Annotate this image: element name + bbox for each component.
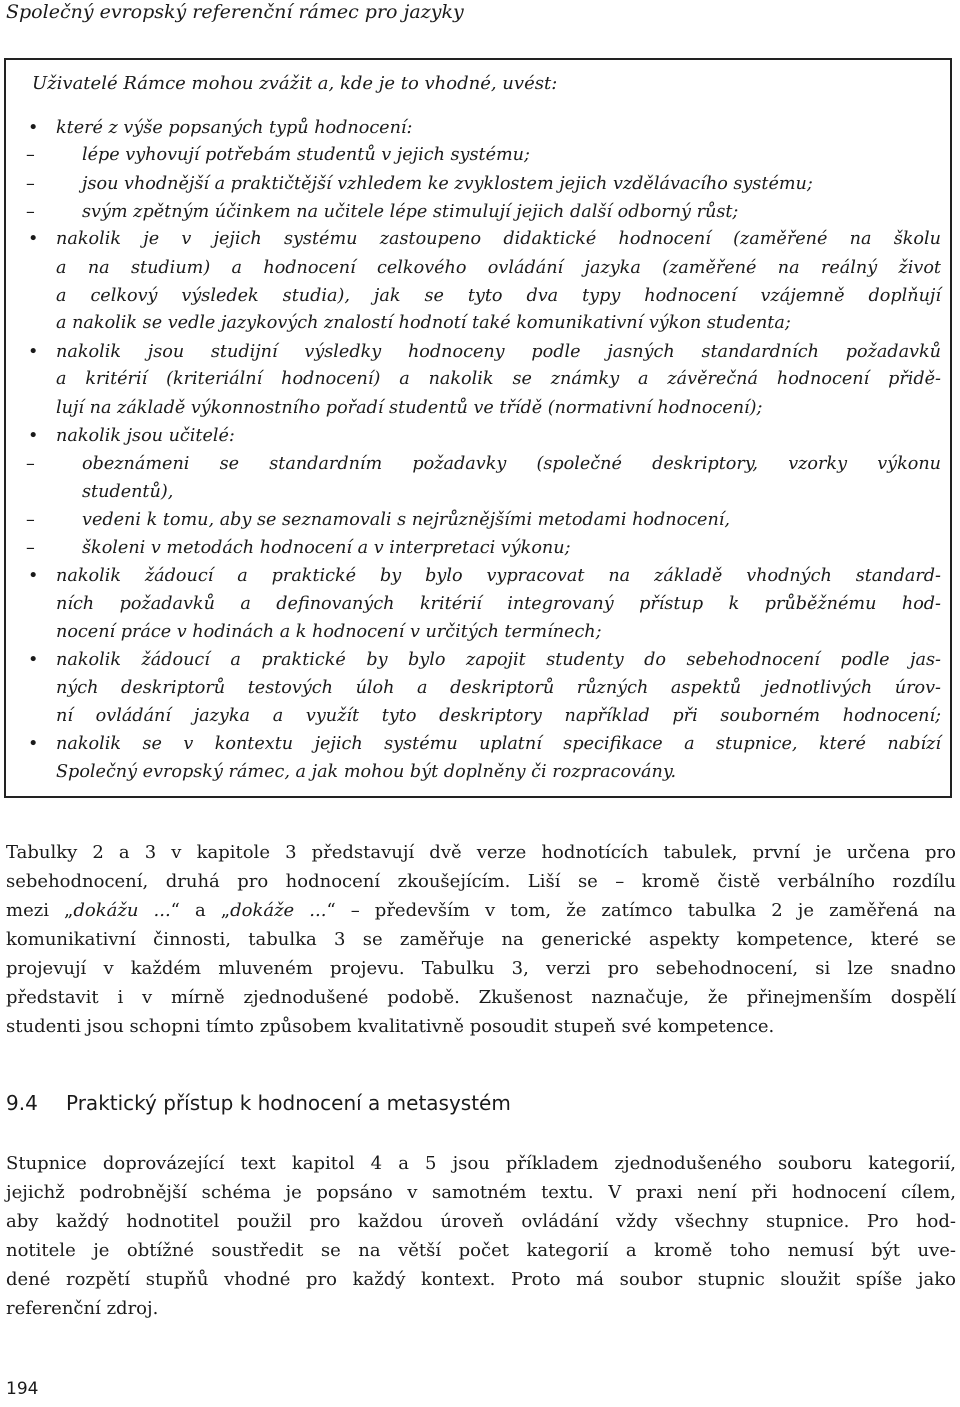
bullet-marker: •	[28, 426, 39, 446]
dash-marker: –	[26, 145, 35, 165]
box-list-text: nakolik se v kontextu jejich systému uplatní specifikace a stupnice, které nabízí	[56, 734, 941, 754]
box-list-text: obeznámeni se standardním požadavky (společné deskriptory, vzorky výkonu	[82, 454, 941, 474]
bullet-marker: •	[28, 229, 39, 249]
box-list-text: a nakolik se vedle jazykových znalostí hodnotí také komunikativní výkon studenta;	[56, 313, 791, 333]
paragraph-line: Tabulky 2 a 3 v kapitole 3 představují dvě verze hodnotících tabulek, první je určena pro	[6, 842, 956, 863]
paragraph-line: sebehodnocení, druhá pro hodnocení zkoušejícím. Liší se – kromě čistě verbálního rozdílu	[6, 871, 956, 892]
dash-marker: –	[26, 538, 35, 558]
box-list-text: ní ovládání jazyka a využít tyto deskriptory například při souborném hodnocení;	[56, 706, 941, 726]
box-list-text: nakolik jsou učitelé:	[56, 426, 235, 446]
section-title: Praktický přístup k hodnocení a metasystém	[66, 1091, 511, 1115]
paragraph-line: notitele je obtížné soustředit se na větší počet kategorií a kromě toho nemusí být uve-	[6, 1240, 956, 1261]
paragraph-line: dené rozpětí stupňů vhodné pro každý kontext. Proto má soubor stupnic sloužit spíše jako	[6, 1269, 956, 1290]
paragraph-practical-approach	[6, 1149, 956, 1323]
running-header: Společný evropský referenční rámec pro jazyky	[6, 1, 464, 23]
section-number: 9.4	[6, 1091, 38, 1115]
dash-marker: –	[26, 174, 35, 194]
section-heading	[6, 1088, 511, 1118]
box-list-text: školeni v metodách hodnocení a v interpretaci výkonu;	[82, 538, 571, 558]
paragraph-line: projevují v každém mluveném projevu. Tabulku 3, verzi pro sebehodnocení, si lze snadno	[6, 958, 956, 979]
box-list-text: a celkový výsledek studia), jak se tyto dva typy hodnocení vzájemně doplňují	[56, 286, 941, 306]
box-list-text: lují na základě výkonnostního pořadí studentů ve třídě (normativní hodnocení);	[56, 398, 763, 418]
paragraph-line: představit i v mírně zjednodušené podobě. Zkušenost naznačuje, že přinejmenším dospělí	[6, 987, 956, 1008]
paragraph-line: Stupnice doprovázející text kapitol 4 a 5 jsou příkladem zjednodušeného souboru kategorií,	[6, 1153, 956, 1174]
page-number: 194	[6, 1379, 39, 1399]
bullet-marker: •	[28, 650, 39, 670]
paragraph-line: referenční zdroj.	[6, 1298, 159, 1319]
box-list-text: ných deskriptorů testových úloh a deskriptorů různých aspektů jednotlivých úrov-	[56, 678, 941, 698]
box-list-text: jsou vhodnější a praktičtější vzhledem ke zvyklostem jejich vzdělávacího systému;	[82, 174, 813, 194]
bullet-marker: •	[28, 342, 39, 362]
box-list-text: nocení práce v hodinách a k hodnocení v určitých termínech;	[56, 622, 602, 642]
box-list-text: Společný evropský rámec, a jak mohou být doplněny či rozpracovány.	[56, 762, 677, 782]
paragraph-line: jejichž podrobnější schéma je popsáno v samotném textu. V praxi není při hodnocení cílem,	[6, 1182, 956, 1203]
box-list-text: nakolik jsou studijní výsledky hodnoceny podle jasných standardních požadavků	[56, 342, 941, 362]
box-list-text: svým zpětným účinkem na učitele lépe stimulují jejich další odborný růst;	[82, 202, 739, 222]
bullet-marker: •	[28, 734, 39, 754]
box-list-text: vedeni k tomu, aby se seznamovali s nejrůznějšími metodami hodnocení,	[82, 510, 731, 530]
paragraph-assessment-tables	[6, 838, 956, 1041]
box-list-text: lépe vyhovují potřebám studentů v jejich systému;	[82, 145, 530, 165]
bullet-marker: •	[28, 566, 39, 586]
paragraph-line: aby každý hodnotitel použil pro každou úroveň ovládání vždy všechny stupnice. Pro hod-	[6, 1211, 956, 1232]
paragraph-line: mezi „dokážu ...“ a „dokáže ...“ – především v tom, že zatímco tabulka 2 je zaměřená na	[6, 900, 956, 921]
paragraph-line: komunikativní činnosti, tabulka 3 se zaměřuje na generické aspekty kompetence, které se	[6, 929, 956, 950]
dash-marker: –	[26, 454, 35, 474]
paragraph-line: studenti jsou schopni tímto způsobem kvalitativně posoudit stupeň své kompetence.	[6, 1016, 775, 1037]
considerations-box	[4, 58, 952, 798]
dash-marker: –	[26, 202, 35, 222]
bullet-marker: •	[28, 118, 39, 138]
box-list-text: nakolik žádoucí a praktické by bylo zapojit studenty do sebehodnocení podle jas-	[56, 650, 941, 670]
box-list-text: a na studium) a hodnocení celkového ovládání jazyka (zaměřené na reálný život	[56, 258, 941, 278]
dash-marker: –	[26, 510, 35, 530]
box-list-text: ních požadavků a definovaných kritérií integrovaný přístup k průběžnému hod-	[56, 594, 941, 614]
box-list-text: nakolik žádoucí a praktické by bylo vypracovat na základě vhodných standard-	[56, 566, 941, 586]
box-intro: Uživatelé Rámce mohou zvážit a, kde je to vhodné, uvést:	[32, 73, 558, 94]
box-list-text: studentů),	[82, 482, 174, 502]
box-list-text: které z výše popsaných typů hodnocení:	[56, 118, 413, 138]
box-list-text: a kritérií (kriteriální hodnocení) a nakolik se známky a závěrečná hodnocení přidě-	[56, 369, 941, 389]
box-list-text: nakolik je v jejich systému zastoupeno didaktické hodnocení (zaměřené na školu	[56, 229, 941, 249]
